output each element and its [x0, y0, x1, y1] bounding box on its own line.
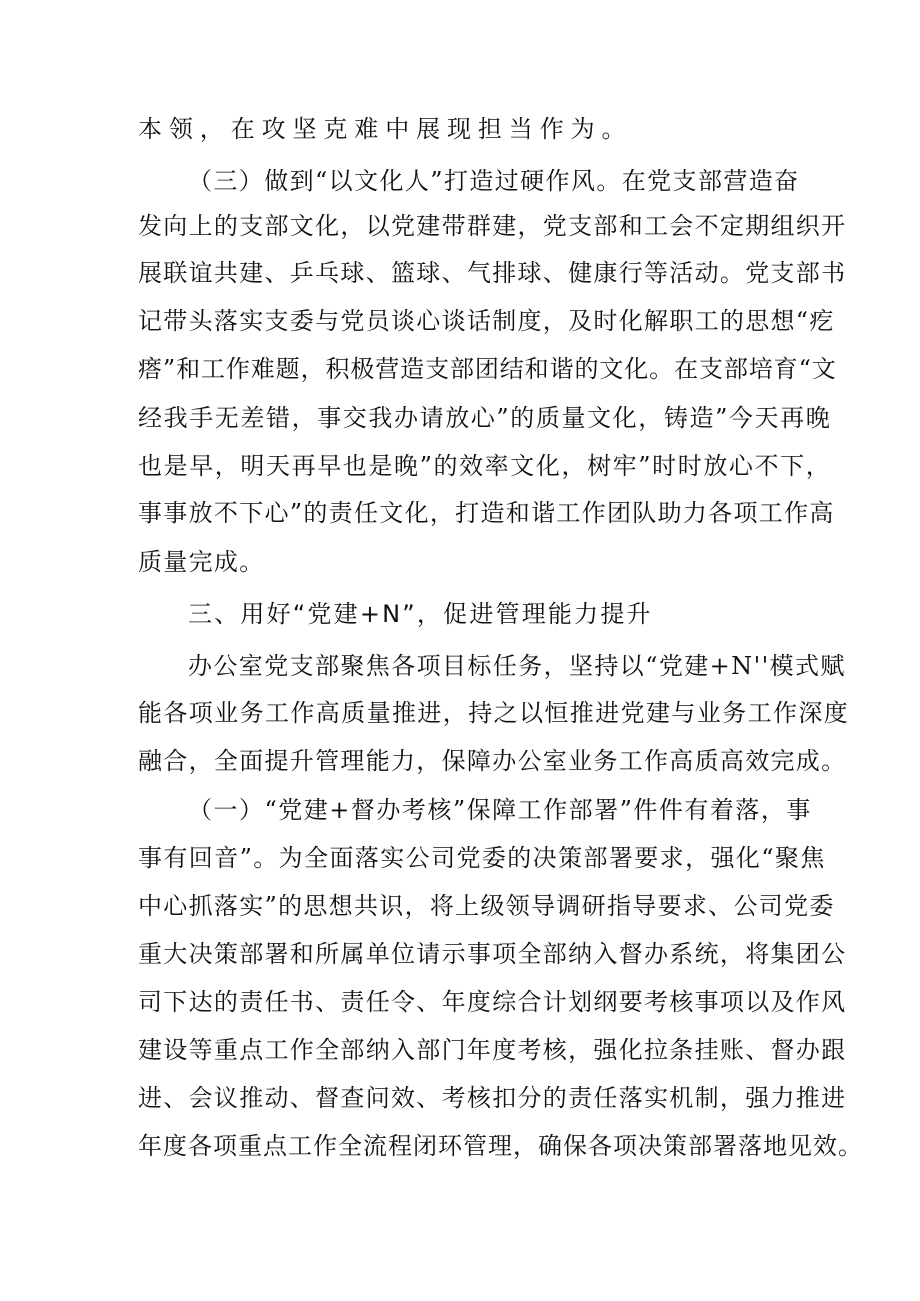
text-line-7: 经我手无差错，事交我办请放心”的质量文化，铸造”今天再晚: [138, 404, 832, 432]
text-line-9: 事事放不下心”的责任文化，打造和谐工作团队助力各项工作高: [138, 499, 835, 527]
text-line-14: 融合，全面提升管理能力，保障办公室业务工作高质高效完成。: [138, 747, 847, 775]
text-line-1: 本领，在攻坚克难中展现担当作为。: [138, 115, 633, 143]
text-line-3: 发向上的支部文化，以党建带群建，党支部和工会不定期组织开: [138, 212, 847, 240]
text-line-20: 建设等重点工作全部纳入部门年度考核，强化拉条挂账、督办跟: [138, 1036, 847, 1064]
text-line-10: 质量完成。: [138, 548, 265, 576]
text-line-13: 能各项业务工作高质量推进，持之以恒推进党建与业务工作深度: [138, 699, 850, 727]
text-line-16: 事有回音”。为全面落实公司党委的决策部署要求，强化“聚焦: [138, 844, 826, 872]
text-line-6: 瘩”和工作难题，积极营造支部团结和谐的文化。在支部培育“文: [138, 355, 837, 383]
text-line-4: 展联谊共建、乒乓球、篮球、气排球、健康行等活动。党支部书: [138, 259, 847, 287]
text-line-8: 也是早，明天再早也是晚”的效率文化，树牢”时时放心不下，: [138, 452, 832, 480]
text-line-5: 记带头落实支委与党员谈心谈话制度，及时化解职工的思想“疙: [138, 307, 835, 335]
text-line-15: （一）“党建+督办考核”保障工作部署”件件有着落，事: [188, 796, 812, 824]
text-line-17: 中心抓落实”的思想共识，将上级领导调研指导要求、公司党委: [138, 892, 835, 920]
text-line-12: 办公室党支部聚焦各项目标任务，坚持以“党建+N''模式赋: [188, 652, 846, 680]
text-line-21: 进、会议推动、督查问效、考核扣分的责任落实机制，强力推进: [138, 1084, 847, 1112]
text-line-19: 司下达的责任书、责任令、年度综合计划纲要考核事项以及作风: [138, 988, 847, 1016]
section-heading: 三、用好“党建+N”，促进管理能力提升: [188, 600, 653, 628]
text-line-22: 年度各项重点工作全流程闭环管理，确保各项决策部署落地见效。: [138, 1132, 863, 1160]
text-line-18: 重大决策部署和所属单位请示事项全部纳入督办系统，将集团公: [138, 940, 847, 968]
text-line-2: （三）做到“以文化人”打造过硬作风。在党支部营造奋: [188, 167, 800, 195]
